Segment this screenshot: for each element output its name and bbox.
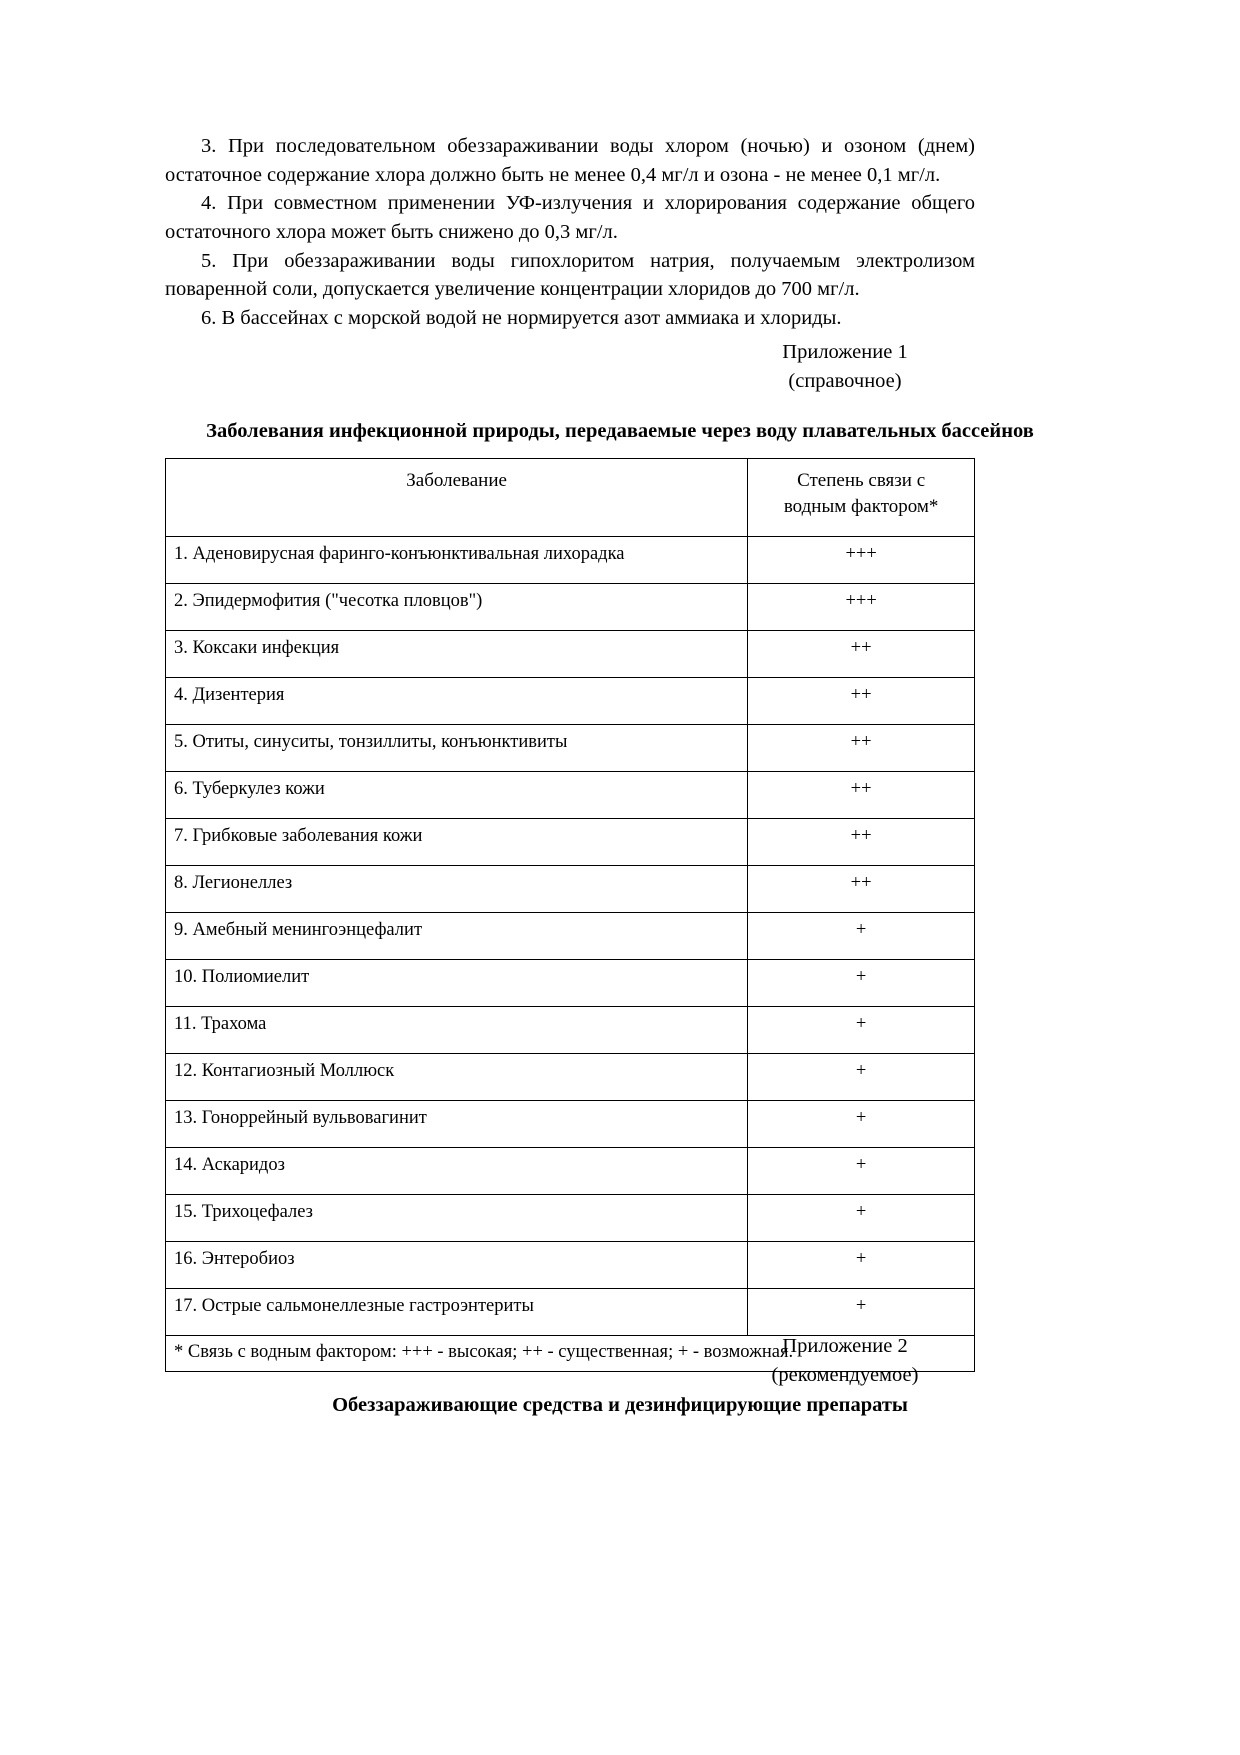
cell-disease: 1. Аденовирусная фаринго-конъюнктивальная лихорадка: [166, 537, 748, 584]
cell-degree: ++: [748, 631, 975, 678]
table-row: [166, 913, 975, 960]
table-header-row: [166, 459, 975, 537]
appendix-1-number: Приложение 1: [782, 341, 908, 363]
cell-disease: 15. Трихоцефалез: [166, 1195, 748, 1242]
cell-degree: +: [748, 1242, 975, 1289]
cell-degree: ++: [748, 819, 975, 866]
appendix-2-number: Приложение 2: [782, 1335, 908, 1357]
appendix-1-kind: (справочное): [788, 369, 902, 392]
table-row: [166, 1148, 975, 1195]
cell-disease: 6. Туберкулез кожи: [166, 772, 748, 819]
intro-paragraphs: [165, 132, 975, 333]
header-degree-line2: водным фактором*: [783, 495, 939, 517]
table-row: [166, 725, 975, 772]
table-row: [166, 1289, 975, 1336]
header-degree: [748, 459, 975, 537]
cell-disease: 10. Полиомиелит: [166, 960, 748, 1007]
table-row: [166, 678, 975, 725]
cell-degree: +: [748, 960, 975, 1007]
cell-disease: 16. Энтеробиоз: [166, 1242, 748, 1289]
paragraph-4: 4. При совместном применении УФ-излучения и хлорирования содержание общего остаточного хлора может быть снижено до 0,3 мг/л.: [165, 192, 975, 244]
cell-degree: ++: [748, 772, 975, 819]
cell-disease: 9. Амебный менингоэнцефалит: [166, 913, 748, 960]
table-row: [166, 631, 975, 678]
cell-degree: +: [748, 1148, 975, 1195]
table-row: [166, 584, 975, 631]
cell-degree: ++: [748, 725, 975, 772]
cell-disease: 13. Гоноррейный вульвовагинит: [166, 1101, 748, 1148]
cell-degree: ++: [748, 866, 975, 913]
appendix-2-label: [715, 1332, 975, 1389]
cell-disease: 8. Легионеллез: [166, 866, 748, 913]
table-row: [166, 819, 975, 866]
table-row: [166, 960, 975, 1007]
cell-degree: ++: [748, 678, 975, 725]
paragraph-3: 3. При последовательном обеззараживании воды хлором (ночью) и озоном (днем) остаточное содержание хлора должно быть не менее 0,4 мг/л и озона - не менее 0,1 мг/л.: [165, 135, 975, 186]
cell-degree: +++: [748, 537, 975, 584]
table-row: [166, 1101, 975, 1148]
cell-degree: +++: [748, 584, 975, 631]
disease-water-link-table: [165, 458, 975, 1372]
cell-disease: 14. Аскаридоз: [166, 1148, 748, 1195]
cell-disease: 11. Трахома: [166, 1007, 748, 1054]
table-footnote: * Связь с водным фактором: +++ - высокая; ++ - существенная; + - возможная.: [166, 1336, 975, 1372]
cell-disease: 3. Коксаки инфекция: [166, 631, 748, 678]
paragraph-6: 6. В бассейнах с морской водой не нормируется азот аммиака и хлориды.: [201, 307, 842, 330]
cell-disease: 4. Дизентерия: [166, 678, 748, 725]
table-row: [166, 1054, 975, 1101]
cell-disease: 7. Грибковые заболевания кожи: [166, 819, 748, 866]
table-row: [166, 1195, 975, 1242]
cell-disease: 12. Контагиозный Моллюск: [166, 1054, 748, 1101]
table-row: [166, 772, 975, 819]
appendix-2-title: Обеззараживающие средства и дезинфицирующие препараты: [332, 1394, 908, 1416]
cell-degree: +: [748, 1007, 975, 1054]
cell-degree: +: [748, 1195, 975, 1242]
cell-degree: +: [748, 913, 975, 960]
cell-degree: +: [748, 1289, 975, 1336]
header-disease: Заболевание: [166, 459, 748, 537]
cell-disease: 2. Эпидермофития ("чесотка пловцов"): [166, 584, 748, 631]
header-degree-line1: Степень связи с: [797, 470, 926, 491]
table-row: [166, 537, 975, 584]
appendix-2-kind: (рекомендуемое): [771, 1363, 919, 1386]
table-row: [166, 1007, 975, 1054]
paragraph-5: 5. При обеззараживании воды гипохлоритом натрия, получаемым электролизом поваренной соли, допускается увеличение концентрации хлоридов до 700 мг/л.: [165, 249, 975, 301]
table-row: [166, 1242, 975, 1289]
table-body: [166, 537, 975, 1372]
cell-disease: 17. Острые сальмонеллезные гастроэнтериты: [166, 1289, 748, 1336]
cell-degree: +: [748, 1054, 975, 1101]
appendix-1-label: [715, 338, 975, 395]
appendix-1-title: Заболевания инфекционной природы, передаваемые через воду плавательных бассейнов: [206, 420, 1034, 442]
table-row: [166, 866, 975, 913]
cell-disease: 5. Отиты, синуситы, тонзиллиты, конъюнктивиты: [166, 725, 748, 772]
cell-degree: +: [748, 1101, 975, 1148]
